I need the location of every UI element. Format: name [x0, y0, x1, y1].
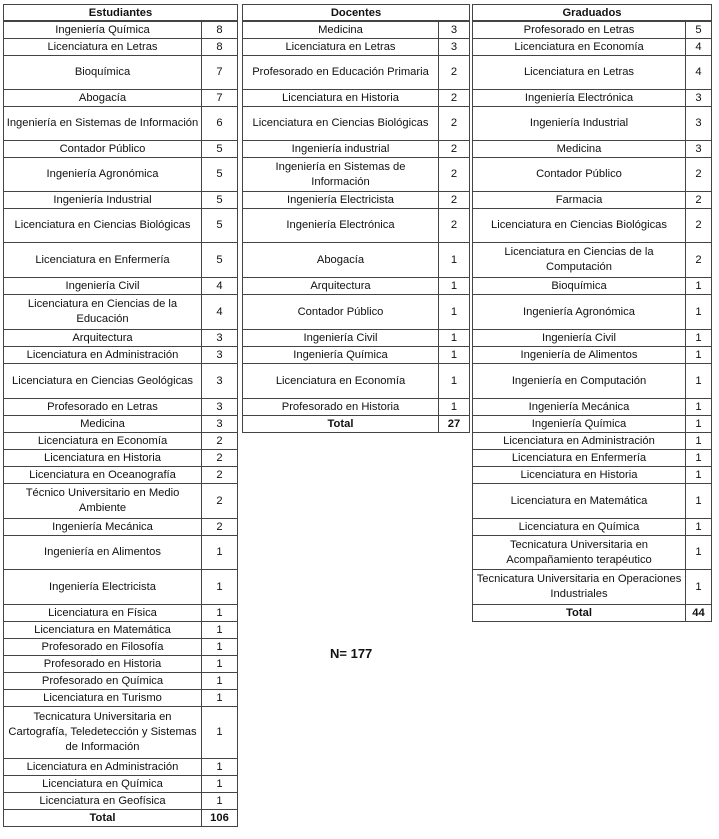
- career-name: Ingeniería Civil: [243, 330, 439, 347]
- table-row: [243, 39, 470, 56]
- count-value: 1: [439, 278, 470, 295]
- career-name: Licenciatura en Historia: [243, 90, 439, 107]
- table-row: [4, 90, 238, 107]
- count-value: 4: [686, 39, 712, 56]
- table-row: [4, 22, 238, 39]
- career-name: Contador Público: [4, 141, 202, 158]
- count-value: 3: [202, 364, 238, 399]
- count-value: 5: [686, 22, 712, 39]
- total-value: 27: [439, 416, 470, 433]
- estudiantes-rows: [3, 21, 238, 827]
- count-value: 1: [686, 467, 712, 484]
- table-row: [473, 416, 712, 433]
- count-value: 5: [202, 209, 238, 243]
- table-row: [473, 56, 712, 90]
- career-name: Técnico Universitario en Medio Ambiente: [4, 484, 202, 519]
- career-name: Abogacía: [4, 90, 202, 107]
- career-name: Licenciatura en Ciencias de la Computación: [473, 243, 686, 278]
- table-row: [4, 364, 238, 399]
- estudiantes-header: Estudiantes: [3, 4, 238, 21]
- career-name: Profesorado en Letras: [4, 399, 202, 416]
- career-name: Licenciatura en Economía: [243, 364, 439, 399]
- career-name: Arquitectura: [4, 330, 202, 347]
- table-row: [4, 433, 238, 450]
- career-name: Medicina: [243, 22, 439, 39]
- career-name: Arquitectura: [243, 278, 439, 295]
- table-row: [4, 347, 238, 364]
- count-value: 5: [202, 243, 238, 278]
- table-row: [4, 639, 238, 656]
- career-name: Licenciatura en Administración: [4, 759, 202, 776]
- career-name: Licenciatura en Ciencias Geológicas: [4, 364, 202, 399]
- career-name: Ingeniería Civil: [473, 330, 686, 347]
- career-name: Abogacía: [243, 243, 439, 278]
- table-row: [4, 56, 238, 90]
- table-row: [473, 90, 712, 107]
- total-label: Total: [473, 605, 686, 622]
- sample-size-label: N= 177: [330, 646, 373, 661]
- count-value: 1: [202, 622, 238, 639]
- career-name: Profesorado en Educación Primaria: [243, 56, 439, 90]
- count-value: 1: [686, 519, 712, 536]
- table-row: [473, 433, 712, 450]
- table-row: [243, 209, 470, 243]
- career-name: Licenciatura en Matemática: [4, 622, 202, 639]
- estudiantes-table: [3, 4, 238, 827]
- career-name: Licenciatura en Turismo: [4, 690, 202, 707]
- table-row: [243, 107, 470, 141]
- count-value: 8: [202, 22, 238, 39]
- count-value: 1: [686, 570, 712, 605]
- count-value: 4: [202, 278, 238, 295]
- count-value: 1: [686, 536, 712, 570]
- career-name: Profesorado en Historia: [4, 656, 202, 673]
- count-value: 4: [686, 56, 712, 90]
- table-row: [473, 192, 712, 209]
- table-row: [473, 295, 712, 330]
- career-name: Medicina: [473, 141, 686, 158]
- total-row: [4, 810, 238, 827]
- count-value: 1: [202, 690, 238, 707]
- career-name: Tecnicatura Universitaria en Cartografía, Teledetección y Sistemas de Información: [4, 707, 202, 759]
- table-row: [243, 364, 470, 399]
- table-row: [4, 107, 238, 141]
- count-value: 3: [439, 22, 470, 39]
- count-value: 2: [202, 467, 238, 484]
- count-value: 3: [202, 399, 238, 416]
- count-value: 2: [439, 107, 470, 141]
- table-row: [473, 467, 712, 484]
- table-row: [243, 243, 470, 278]
- table-row: [243, 347, 470, 364]
- count-value: 2: [202, 450, 238, 467]
- count-value: 2: [686, 209, 712, 243]
- table-row: [473, 570, 712, 605]
- count-value: 1: [686, 433, 712, 450]
- table-row: [473, 243, 712, 278]
- career-name: Ingeniería Química: [4, 22, 202, 39]
- count-value: 6: [202, 107, 238, 141]
- table-row: [473, 364, 712, 399]
- career-name: Ingeniería Electrónica: [243, 209, 439, 243]
- count-value: 2: [202, 433, 238, 450]
- career-name: Contador Público: [243, 295, 439, 330]
- count-value: 1: [686, 399, 712, 416]
- table-row: [243, 22, 470, 39]
- count-value: 1: [202, 536, 238, 570]
- total-row: [473, 605, 712, 622]
- career-name: Bioquímica: [4, 56, 202, 90]
- career-name: Licenciatura en Historia: [473, 467, 686, 484]
- career-name: Ingeniería de Alimentos: [473, 347, 686, 364]
- count-value: 2: [439, 192, 470, 209]
- table-row: [4, 416, 238, 433]
- career-name: Licenciatura en Ciencias Biológicas: [473, 209, 686, 243]
- count-value: 3: [202, 347, 238, 364]
- career-name: Tecnicatura Universitaria en Acompañamiento terapéutico: [473, 536, 686, 570]
- count-value: 2: [439, 209, 470, 243]
- count-value: 2: [686, 243, 712, 278]
- count-value: 3: [686, 141, 712, 158]
- count-value: 3: [686, 90, 712, 107]
- table-row: [243, 295, 470, 330]
- table-row: [473, 141, 712, 158]
- count-value: 1: [202, 673, 238, 690]
- career-name: Licenciatura en Química: [4, 776, 202, 793]
- career-name: Licenciatura en Administración: [4, 347, 202, 364]
- count-value: 1: [439, 243, 470, 278]
- table-row: [4, 141, 238, 158]
- total-value: 106: [202, 810, 238, 827]
- career-name: Licenciatura en Física: [4, 605, 202, 622]
- table-row: [243, 56, 470, 90]
- count-value: 1: [686, 330, 712, 347]
- table-row: [243, 192, 470, 209]
- table-row: [4, 39, 238, 56]
- table-row: [4, 570, 238, 605]
- count-value: 1: [202, 656, 238, 673]
- count-value: 5: [202, 192, 238, 209]
- table-row: [473, 22, 712, 39]
- count-value: 7: [202, 90, 238, 107]
- table-row: [473, 107, 712, 141]
- graduados-header: Graduados: [472, 4, 712, 21]
- career-name: Licenciatura en Química: [473, 519, 686, 536]
- career-name: Licenciatura en Economía: [473, 39, 686, 56]
- career-name: Profesorado en Química: [4, 673, 202, 690]
- table-row: [4, 519, 238, 536]
- count-value: 3: [686, 107, 712, 141]
- count-value: 4: [202, 295, 238, 330]
- career-name: Medicina: [4, 416, 202, 433]
- career-name: Ingeniería Industrial: [473, 107, 686, 141]
- table-row: [4, 467, 238, 484]
- table-row: [4, 192, 238, 209]
- count-value: 1: [439, 347, 470, 364]
- table-row: [473, 209, 712, 243]
- career-name: Licenciatura en Economía: [4, 433, 202, 450]
- count-value: 3: [202, 330, 238, 347]
- count-value: 2: [202, 484, 238, 519]
- career-name: Licenciatura en Letras: [4, 39, 202, 56]
- career-name: Ingeniería Agronómica: [4, 158, 202, 192]
- table-row: [4, 399, 238, 416]
- table-row: [243, 330, 470, 347]
- count-value: 1: [202, 605, 238, 622]
- table-row: [4, 243, 238, 278]
- table-row: [4, 707, 238, 759]
- count-value: 1: [202, 759, 238, 776]
- career-name: Bioquímica: [473, 278, 686, 295]
- career-name: Licenciatura en Letras: [243, 39, 439, 56]
- count-value: 1: [202, 776, 238, 793]
- career-name: Farmacia: [473, 192, 686, 209]
- count-value: 1: [686, 347, 712, 364]
- career-name: Ingeniería Agronómica: [473, 295, 686, 330]
- count-value: 5: [202, 141, 238, 158]
- count-value: 2: [202, 519, 238, 536]
- docentes-header: Docentes: [242, 4, 470, 21]
- count-value: 2: [439, 90, 470, 107]
- table-row: [473, 347, 712, 364]
- count-value: 3: [202, 416, 238, 433]
- table-row: [473, 158, 712, 192]
- career-name: Ingeniería Electricista: [4, 570, 202, 605]
- table-row: [4, 776, 238, 793]
- count-value: 8: [202, 39, 238, 56]
- career-name: Licenciatura en Geofísica: [4, 793, 202, 810]
- table-row: [4, 484, 238, 519]
- career-name: Profesorado en Letras: [473, 22, 686, 39]
- career-name: Ingeniería Industrial: [4, 192, 202, 209]
- career-name: Ingeniería en Sistemas de Información: [243, 158, 439, 192]
- career-name: Contador Público: [473, 158, 686, 192]
- table-row: [243, 141, 470, 158]
- total-row: [243, 416, 470, 433]
- career-name: Licenciatura en Historia: [4, 450, 202, 467]
- count-value: 1: [686, 295, 712, 330]
- count-value: 1: [686, 450, 712, 467]
- count-value: 2: [686, 158, 712, 192]
- table-row: [473, 39, 712, 56]
- career-name: Licenciatura en Ciencias Biológicas: [243, 107, 439, 141]
- table-row: [4, 656, 238, 673]
- table-row: [4, 793, 238, 810]
- table-row: [4, 450, 238, 467]
- count-value: 1: [202, 793, 238, 810]
- career-name: Ingeniería industrial: [243, 141, 439, 158]
- table-row: [4, 690, 238, 707]
- count-value: 1: [686, 364, 712, 399]
- career-name: Ingeniería en Sistemas de Información: [4, 107, 202, 141]
- table-row: [4, 673, 238, 690]
- table-row: [473, 484, 712, 519]
- count-value: 2: [439, 56, 470, 90]
- docentes-table: [242, 4, 470, 433]
- career-name: Ingeniería Electricista: [243, 192, 439, 209]
- count-value: 1: [439, 399, 470, 416]
- table-row: [473, 450, 712, 467]
- count-value: 1: [202, 639, 238, 656]
- career-name: Ingeniería en Computación: [473, 364, 686, 399]
- count-value: 1: [202, 707, 238, 759]
- table-row: [473, 330, 712, 347]
- career-name: Tecnicatura Universitaria en Operaciones Industriales: [473, 570, 686, 605]
- docentes-rows: [242, 21, 470, 433]
- career-name: Licenciatura en Enfermería: [4, 243, 202, 278]
- table-row: [473, 399, 712, 416]
- count-value: 1: [439, 330, 470, 347]
- table-row: [243, 399, 470, 416]
- table-row: [4, 759, 238, 776]
- career-name: Profesorado en Filosofía: [4, 639, 202, 656]
- count-value: 1: [439, 295, 470, 330]
- career-name: Ingeniería Electrónica: [473, 90, 686, 107]
- table-row: [243, 90, 470, 107]
- career-name: Ingeniería Civil: [4, 278, 202, 295]
- count-value: 1: [686, 484, 712, 519]
- total-label: Total: [4, 810, 202, 827]
- table-row: [243, 278, 470, 295]
- table-row: [473, 519, 712, 536]
- table-row: [4, 330, 238, 347]
- career-name: Licenciatura en Enfermería: [473, 450, 686, 467]
- graduados-rows: [472, 21, 712, 622]
- table-row: [473, 278, 712, 295]
- count-value: 7: [202, 56, 238, 90]
- table-row: [4, 622, 238, 639]
- table-row: [4, 158, 238, 192]
- table-row: [4, 278, 238, 295]
- career-name: Ingeniería Mecánica: [473, 399, 686, 416]
- count-value: 3: [439, 39, 470, 56]
- career-name: Licenciatura en Letras: [473, 56, 686, 90]
- career-name: Profesorado en Historia: [243, 399, 439, 416]
- table-row: [4, 605, 238, 622]
- table-row: [473, 536, 712, 570]
- table-row: [4, 536, 238, 570]
- career-name: Ingeniería Química: [473, 416, 686, 433]
- count-value: 2: [439, 141, 470, 158]
- total-label: Total: [243, 416, 439, 433]
- career-name: Licenciatura en Ciencias Biológicas: [4, 209, 202, 243]
- count-value: 2: [686, 192, 712, 209]
- career-name: Ingeniería en Alimentos: [4, 536, 202, 570]
- career-name: Licenciatura en Ciencias de la Educación: [4, 295, 202, 330]
- count-value: 1: [686, 416, 712, 433]
- career-name: Licenciatura en Oceanografía: [4, 467, 202, 484]
- graduados-table: [472, 4, 712, 622]
- count-value: 5: [202, 158, 238, 192]
- career-name: Ingeniería Química: [243, 347, 439, 364]
- total-value: 44: [686, 605, 712, 622]
- career-name: Licenciatura en Matemática: [473, 484, 686, 519]
- career-name: Licenciatura en Administración: [473, 433, 686, 450]
- count-value: 1: [686, 278, 712, 295]
- career-name: Ingeniería Mecánica: [4, 519, 202, 536]
- count-value: 1: [202, 570, 238, 605]
- table-row: [4, 209, 238, 243]
- count-value: 2: [439, 158, 470, 192]
- table-row: [4, 295, 238, 330]
- count-value: 1: [439, 364, 470, 399]
- table-row: [243, 158, 470, 192]
